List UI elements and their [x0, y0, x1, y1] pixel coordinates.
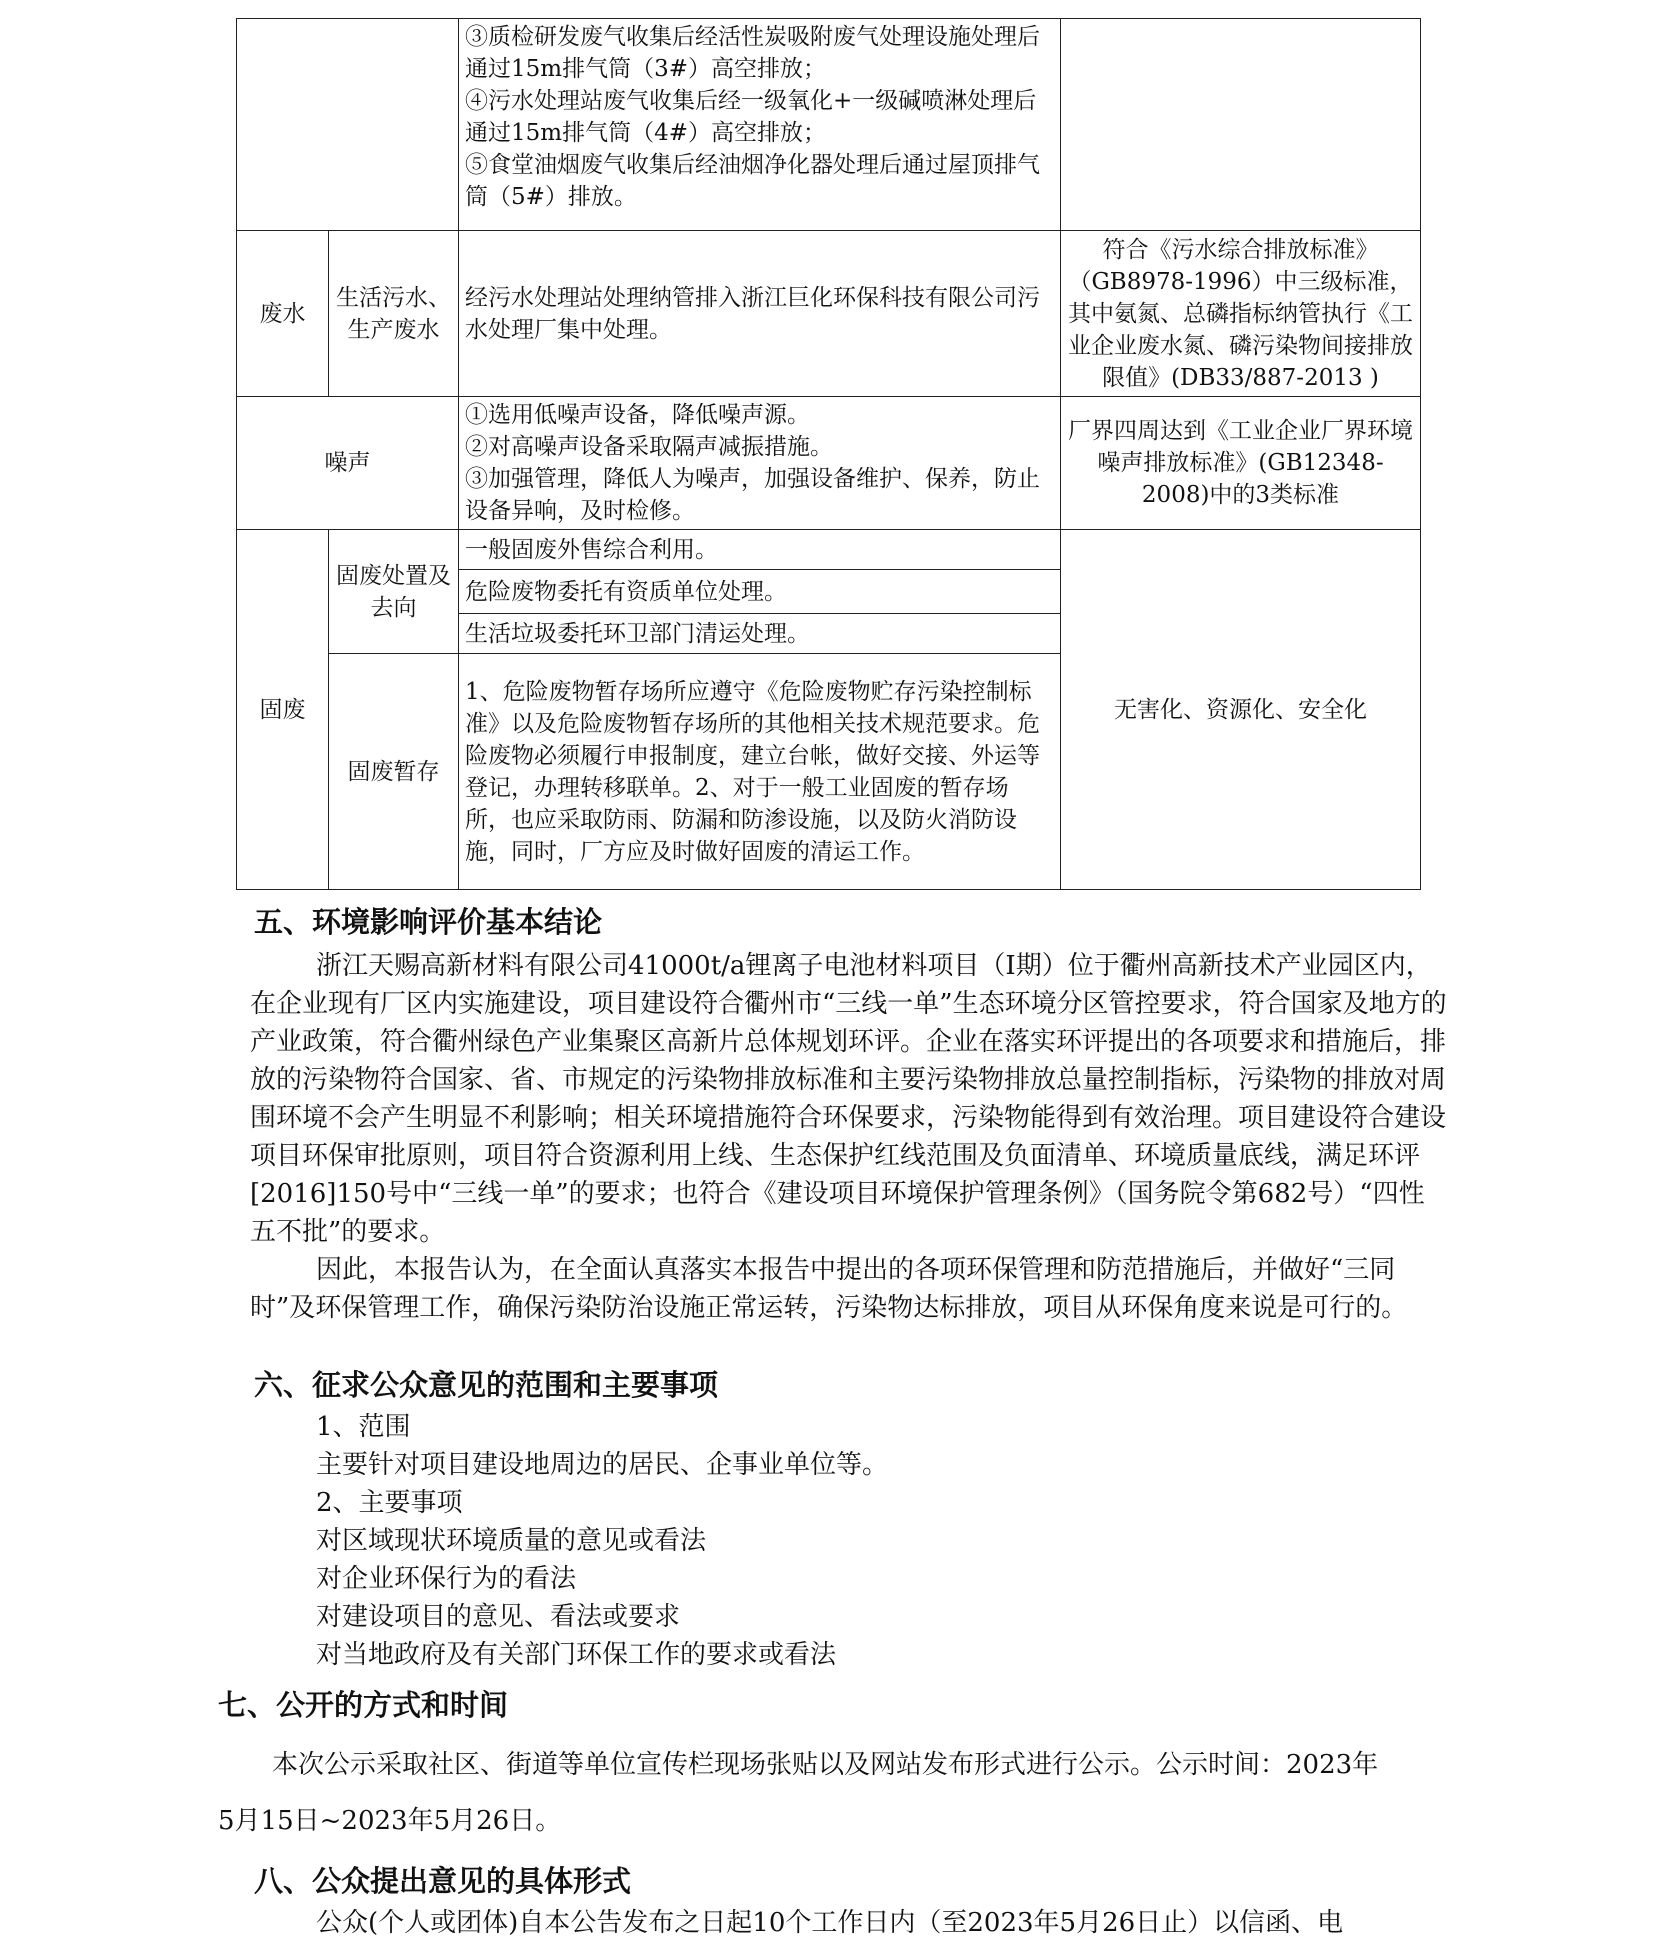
- section-7-line-1: 本次公示采取社区、街道等单位宣传栏现场张贴以及网站发布形式进行公示。公示时间：2023年: [272, 1750, 1379, 1780]
- section-6-line: 对建设项目的意见、看法或要求: [316, 1602, 681, 1632]
- noise-measure-1: ①选用低噪声设备，降低噪声源。: [465, 402, 810, 428]
- gas-standard-cell: [1061, 19, 1421, 231]
- solid-sub-storage: 固废暂存: [329, 654, 459, 890]
- wastewater-category: 废水: [237, 231, 329, 397]
- section-7-line-2: 5月15日~2023年5月26日。: [218, 1806, 562, 1836]
- solid-sub-disposal: 固废处置及去向: [329, 530, 459, 654]
- solid-category: 固废: [237, 530, 329, 890]
- section-6-line: 对区域现状环境质量的意见或看法: [316, 1526, 707, 1556]
- section-8-title: 八、公众提出意见的具体形式: [254, 1864, 632, 1898]
- table-row: [237, 19, 1421, 231]
- gas-measure-4: ④污水处理站废气收集后经一级氧化+一级碱喷淋处理后通过15m排气筒（4#）高空排放；: [465, 88, 1037, 146]
- gas-category-cell: [237, 19, 459, 231]
- section-6-title: 六、征求公众意见的范围和主要事项: [254, 1368, 719, 1402]
- section-6-line: 对当地政府及有关部门环保工作的要求或看法: [316, 1640, 837, 1670]
- section-5-paragraph-1: 浙江天赐高新材料有限公司41000t/a锂离子电池材料项目（I期）位于衢州高新技术产业园区内，在企业现有厂区内实施建设，项目建设符合衢州市“三线一单”生态环境分区管控要求，符合国家及地方的产业政策，符合衢州绿色产业集聚区高新片总体规划环评。企业在落实环评提出的各项要求和措施后，排放的污染物符合国家、省、市规定的污染物排放标准和主要污染物排放总量控制指标，污染物的排放对周围环境不会产生明显不利影响；相关环境措施符合环保要求，污染物能得到有效治理。项目建设符合建设项目环保审批原则，项目符合资源利用上线、生态保护红线范围及负面清单、环境质量底线，满足环评[2016]150号中“三线一单”的要求；也符合《建设项目环境保护管理条例》（国务院令第682号）“四性五不批”的要求。: [250, 951, 1447, 1247]
- noise-category: 噪声: [237, 397, 459, 530]
- section-6-line: 主要针对项目建设地周边的居民、企事业单位等。: [316, 1450, 889, 1480]
- noise-measure-2: ②对高噪声设备采取隔声减振措施。: [465, 434, 833, 460]
- gas-measure-3: ③质检研发废气收集后经活性炭吸附废气处理设施处理后通过15m排气筒（3#）高空排放；: [465, 24, 1040, 82]
- wastewater-measure: 经污水处理站处理纳管排入浙江巨化环保科技有限公司污水处理厂集中处理。: [459, 231, 1061, 397]
- section-5-title: 五、环境影响评价基本结论: [254, 905, 603, 939]
- pollution-control-table: [236, 18, 1421, 890]
- noise-measure-3: ③加强管理，降低人为噪声，加强设备维护、保养，防止设备异响，及时检修。: [465, 466, 1040, 524]
- solid-item-3: 生活垃圾委托环卫部门清运处理。: [459, 614, 1061, 654]
- gas-measures-cell: [459, 19, 1061, 231]
- section-8-line-1: 公众(个人或团体)自本公告发布之日起10个工作日内（至2023年5月26日止）以信函、电: [316, 1908, 1344, 1938]
- table-row: [237, 530, 1421, 570]
- table-row: [237, 397, 1421, 530]
- table-row: [237, 231, 1421, 397]
- noise-standard: 厂界四周达到《工业企业厂界环境噪声排放标准》(GB12348-2008)中的3类标准: [1061, 397, 1421, 530]
- gas-measure-5: ⑤食堂油烟废气收集后经油烟净化器处理后通过屋顶排气筒（5#）排放。: [465, 152, 1040, 210]
- solid-item-2: 危险废物委托有资质单位处理。: [459, 570, 1061, 614]
- section-7-title: 七、公开的方式和时间: [218, 1688, 509, 1722]
- section-6-line: 1、范围: [316, 1412, 411, 1442]
- wastewater-standard: 符合《污水综合排放标准》（GB8978-1996）中三级标准，其中氨氮、总磷指标纳管执行《工业企业废水氮、磷污染物间接排放限值》(DB33/887-2013 ): [1061, 231, 1421, 397]
- solid-standard: 无害化、资源化、安全化: [1061, 530, 1421, 890]
- section-6-line: 对企业环保行为的看法: [316, 1564, 577, 1594]
- section-5-paragraph-2: 因此，本报告认为，在全面认真落实本报告中提出的各项环保管理和防范措施后，并做好“三同时”及环保管理工作，确保污染防治设施正常运转，污染物达标排放，项目从环保角度来说是可行的。: [250, 1255, 1408, 1323]
- section-6-line: 2、主要事项: [316, 1488, 463, 1518]
- noise-measures-cell: [459, 397, 1061, 530]
- wastewater-sub: 生活污水、生产废水: [329, 231, 459, 397]
- solid-item-1: 一般固废外售综合利用。: [459, 530, 1061, 570]
- solid-storage-text: 1、危险废物暂存场所应遵守《危险废物贮存污染控制标准》以及危险废物暂存场所的其他相关技术规范要求。危险废物必须履行申报制度，建立台帐，做好交接、外运等登记，办理转移联单。2、对于一般工业固废的暂存场所，也应采取防雨、防漏和防渗设施，以及防火消防设施，同时，厂方应及时做好固废的清运工作。: [459, 654, 1061, 890]
